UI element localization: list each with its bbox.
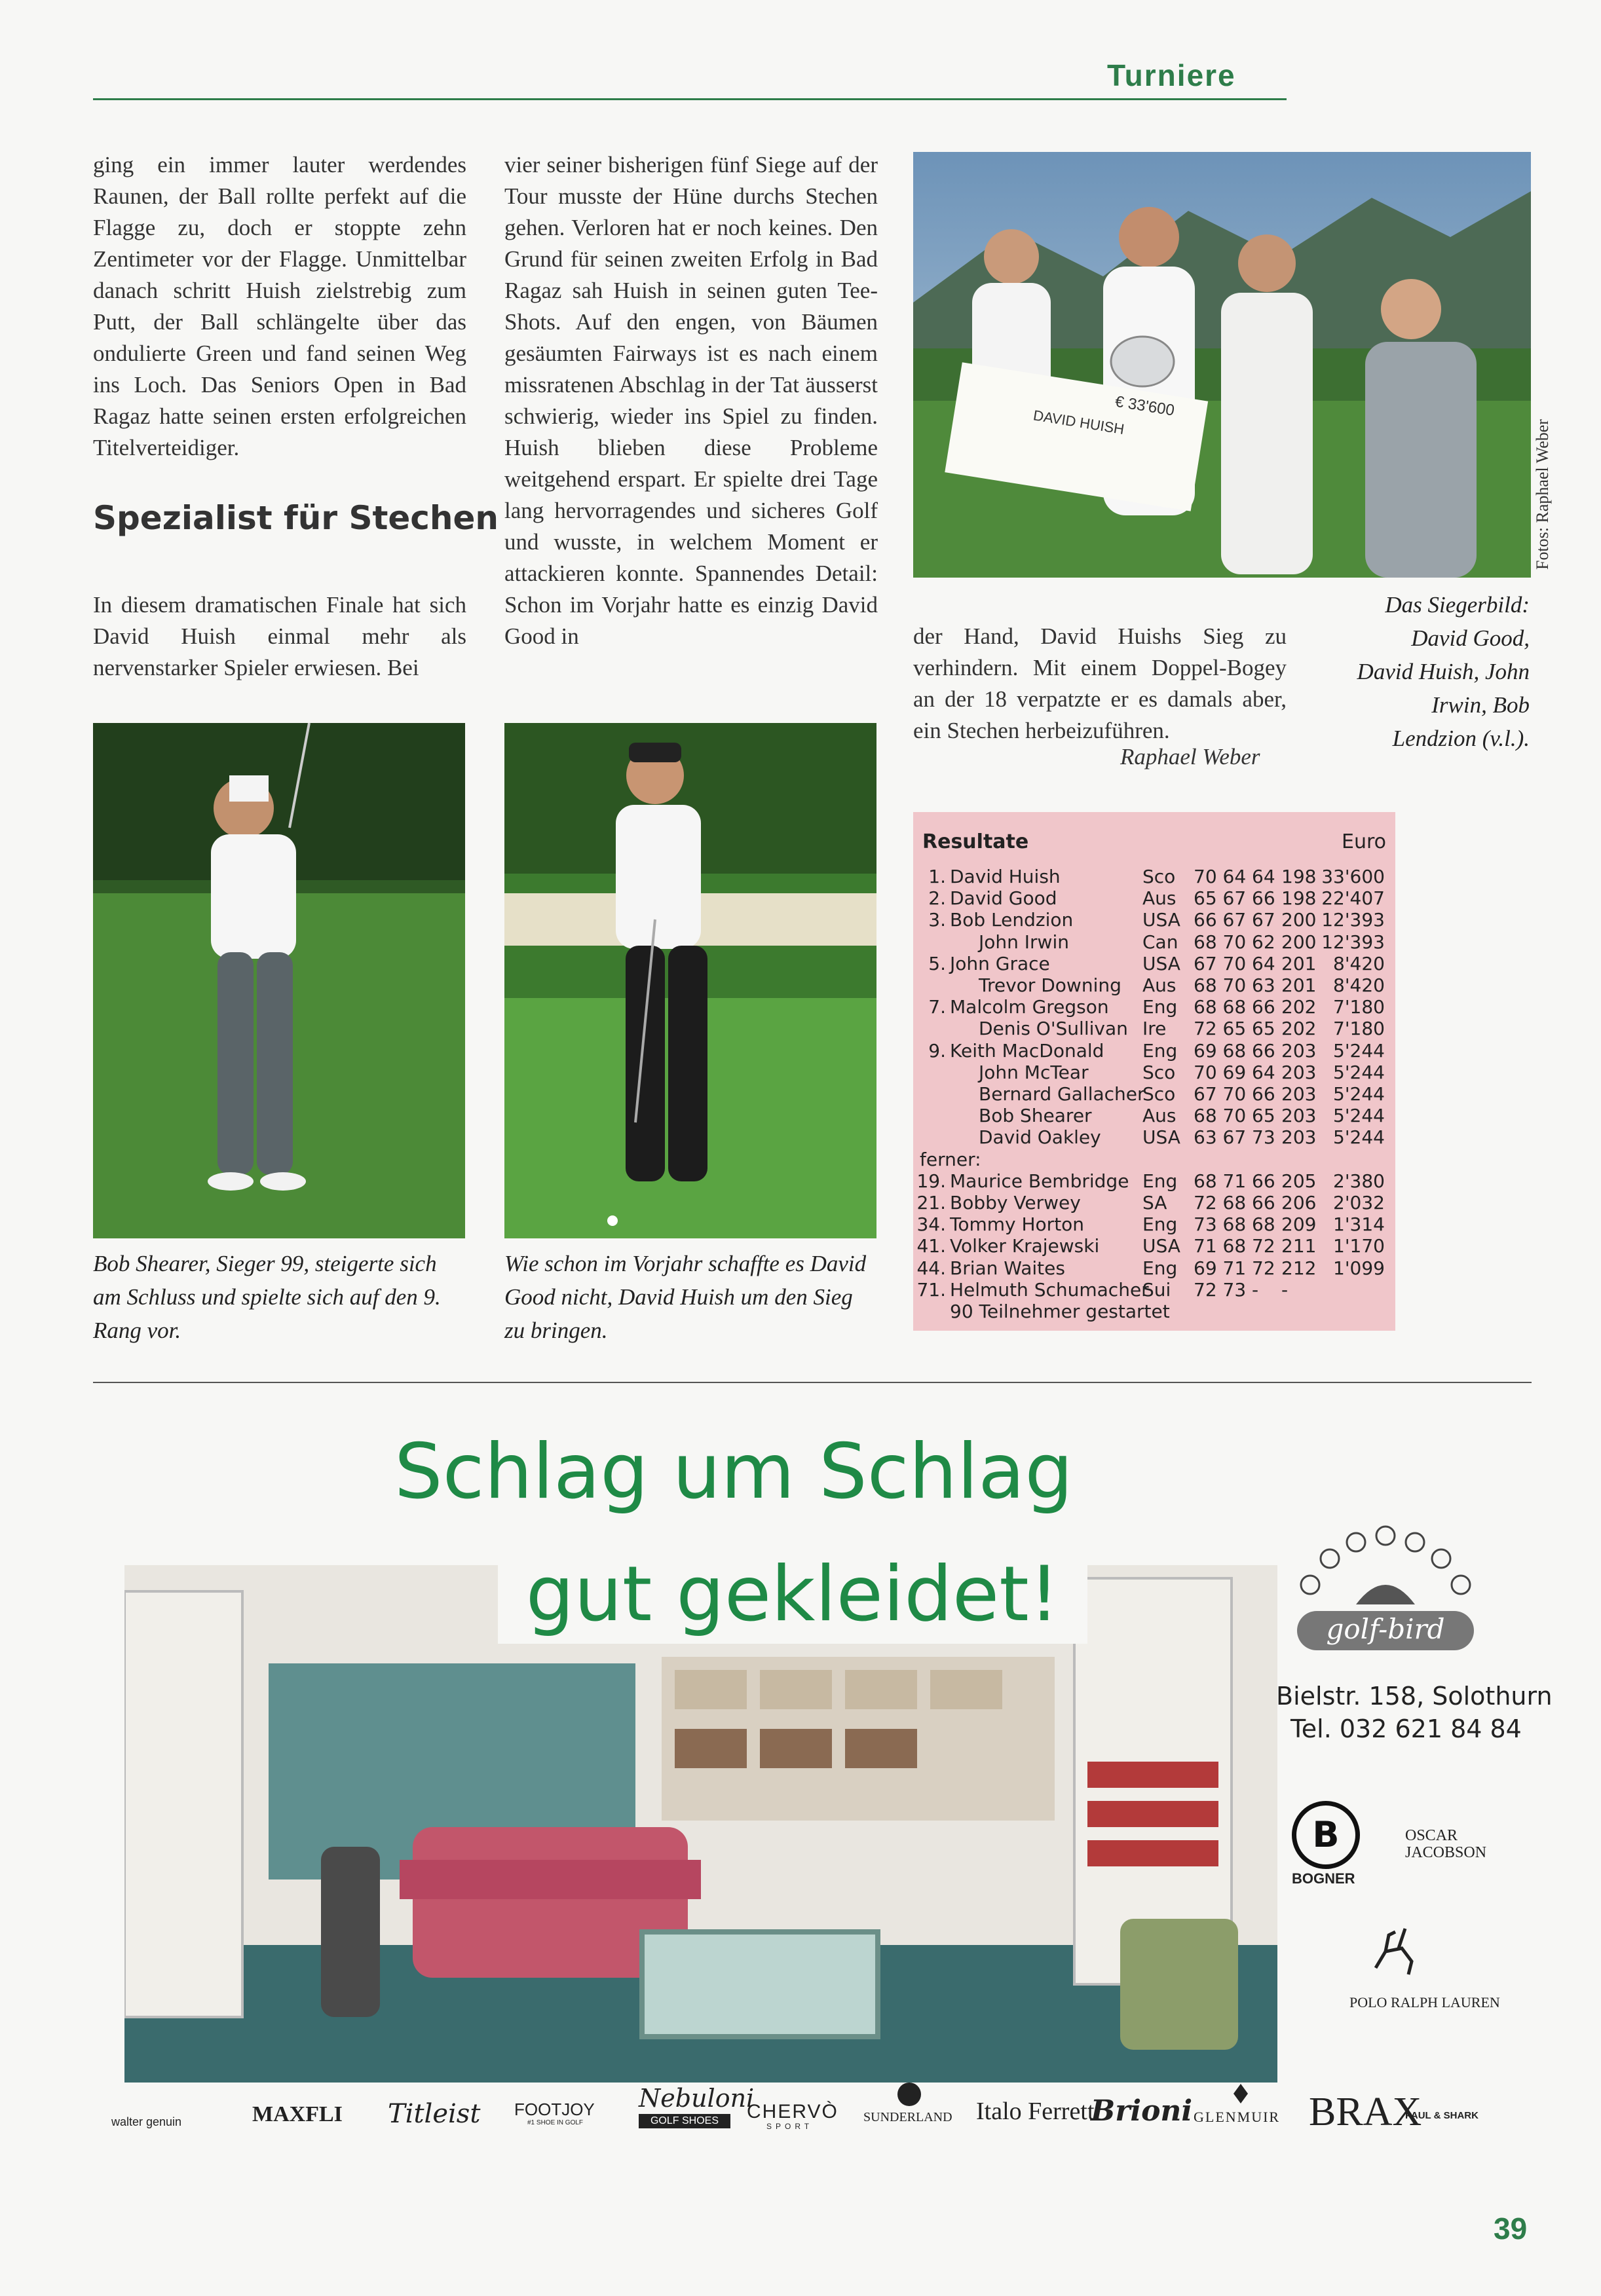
- brand-nebuloni: Nebuloni: [639, 2084, 755, 2113]
- results-cell-nat: Sui: [1142, 1278, 1171, 1301]
- results-cell-scores: 73 68 68: [1194, 1213, 1275, 1236]
- polo-player-icon: [1363, 1922, 1422, 1981]
- results-cell-nat: Ire: [1142, 1018, 1167, 1040]
- results-cell-rank: 71.: [916, 1278, 946, 1301]
- brand-chervo: CHERVÒ: [747, 2101, 838, 2122]
- brand-polo: POLO RALPH LAUREN: [1349, 1994, 1500, 2010]
- results-cell-prize: 8'420: [1333, 974, 1385, 996]
- results-cell-total: -: [1281, 1278, 1289, 1301]
- brand-paulshark: PAUL & SHARK: [1405, 2110, 1479, 2121]
- brand-brax: BRAX: [1309, 2090, 1422, 2134]
- results-cell-prize: 7'180: [1333, 1018, 1385, 1040]
- results-cell-scores: 69 68 66: [1194, 1039, 1275, 1062]
- results-row: [913, 1083, 1395, 1105]
- results-cell-name: ferner:: [920, 1148, 981, 1170]
- results-cell-scores: 63 67 73: [1194, 1126, 1275, 1149]
- results-row: [913, 1279, 1395, 1301]
- results-cell-nat: Eng: [1142, 1257, 1178, 1279]
- article-col2: vier seiner bisherigen fünf Siege auf der Tour musste der Hüne durchs Stechen gehen. Verloren hat er noch keines. Den Grund für seinen zweiten Erfolg in Bad Ragaz sah Huish in seinen guten Tee-Shots. Auf den engen, von Bäumen gesäumten Fairways ist es nach einem missratenen Abschlag in der Tat äusserst schwierig, wieder ins Spiel zu finden. Huish blieben diese Probleme weitgehend erspart. Er spielte drei Tage lang hervorragendes und sicheres Golf und wusste, in welchem Moment er attackieren konnte. Spannendes Detail: Schon im Vorjahr hatte es einzig David Good in: [504, 152, 878, 649]
- results-cell-name: Maurice Bembridge: [950, 1170, 1129, 1192]
- shop-address: Bielstr. 158, Solothurn: [1276, 1682, 1553, 1711]
- page-number: 39: [1494, 2212, 1528, 2246]
- results-cell-total: 209: [1281, 1213, 1317, 1236]
- results-cell-scores: 70 64 64: [1194, 866, 1275, 887]
- results-row: [913, 953, 1395, 974]
- brand-glenmuir: GLENMUIR: [1194, 2109, 1281, 2125]
- results-row: [913, 996, 1395, 1018]
- results-cell-prize: 12'393: [1321, 909, 1385, 931]
- shearer-illustration: [93, 723, 465, 1238]
- results-cell-nat: USA: [1142, 952, 1180, 974]
- results-cell-prize: 2'380: [1333, 1170, 1385, 1192]
- results-cell-total: 201: [1281, 974, 1317, 996]
- results-cell-name: Bob Shearer: [979, 1105, 1092, 1127]
- results-cell-prize: 5'244: [1333, 1061, 1385, 1083]
- results-cell-nat: Aus: [1142, 1105, 1177, 1127]
- results-row: [913, 974, 1395, 996]
- peacock-icon: [1277, 1519, 1494, 1663]
- results-cell-scores: 68 71 66: [1194, 1170, 1275, 1192]
- brand-footjoy-sub: #1 SHOE IN GOLF: [527, 2119, 584, 2126]
- results-cell-scores: 69 71 72: [1194, 1257, 1275, 1279]
- results-row: [913, 1040, 1395, 1062]
- photo-shearer: [93, 723, 465, 1238]
- photo-good: [504, 723, 876, 1238]
- section-title: Turniere: [1107, 58, 1236, 92]
- results-cell-scores: 72 73 -: [1194, 1278, 1259, 1301]
- results-cell-prize: 8'420: [1333, 952, 1385, 974]
- results-row: [913, 1062, 1395, 1083]
- results-cell-prize: 5'244: [1333, 1126, 1385, 1149]
- results-row: [913, 1170, 1395, 1192]
- results-cell-nat: Can: [1142, 931, 1178, 953]
- results-cell-rank: 44.: [916, 1257, 946, 1279]
- article-col3: der Hand, David Huishs Sieg zu verhindern. Mit einem Doppel-Bogey an der 18 verpatzte er es damals aber, ein Stechen herbeizuführen.: [913, 623, 1287, 743]
- results-cell-name: John Irwin: [979, 931, 1069, 953]
- results-row: [913, 1213, 1395, 1235]
- results-cell-rank: 21.: [916, 1192, 946, 1213]
- results-cell-rank: 41.: [916, 1235, 946, 1257]
- golf-bird-logo: [1277, 1519, 1494, 1663]
- results-cell-name: John Grace: [950, 952, 1050, 974]
- results-row: [913, 1018, 1395, 1039]
- brand-maxfli: MAXFLI: [252, 2102, 343, 2126]
- results-cell-nat: USA: [1142, 1235, 1180, 1257]
- results-cell-scores: 68 68 66: [1194, 996, 1275, 1018]
- ad-headline-1: Schlag um Schlag: [394, 1428, 1073, 1516]
- cheque-amount: € 33'600: [1114, 392, 1176, 420]
- brand-italo: Italo Ferretti: [976, 2098, 1101, 2125]
- results-row: [913, 887, 1395, 909]
- caption-shearer: Bob Shearer, Sieger 99, steigerte sich am Schluss und spielte sich auf den 9. Rang vor.: [93, 1251, 441, 1343]
- results-cell-scores: 68 70 62: [1194, 931, 1275, 953]
- results-cell-total: 203: [1281, 1083, 1317, 1105]
- results-row: [913, 1105, 1395, 1126]
- results-row: [913, 1257, 1395, 1279]
- results-cell-prize: 33'600: [1321, 866, 1385, 887]
- results-cell-total: 201: [1281, 952, 1317, 974]
- results-cell-name: Helmuth Schumacher: [950, 1278, 1149, 1301]
- results-cell-prize: 2'032: [1333, 1192, 1385, 1213]
- results-cell-prize: 22'407: [1321, 887, 1385, 910]
- polo-icon: [1363, 1922, 1422, 1981]
- results-row: [913, 1235, 1395, 1257]
- results-cell-nat: Sco: [1142, 1061, 1176, 1083]
- results-cell-total: 198: [1281, 887, 1317, 910]
- results-cell-scores: 65 67 66: [1194, 887, 1275, 910]
- results-cell-scores: 68 70 63: [1194, 974, 1275, 996]
- results-cell-total: 198: [1281, 866, 1317, 887]
- brand-titleist: Titleist: [388, 2099, 481, 2129]
- results-cell-total: 202: [1281, 996, 1317, 1018]
- results-cell-nat: Aus: [1142, 974, 1177, 996]
- results-cell-total: 203: [1281, 1126, 1317, 1149]
- results-cell-name: Trevor Downing: [979, 974, 1121, 996]
- subheading: Spezialist für Stechen: [93, 499, 499, 537]
- results-cell-name: David Oakley: [979, 1126, 1101, 1149]
- results-cell-total: 211: [1281, 1235, 1317, 1257]
- cheque-name: DAVID HUISH: [1032, 407, 1126, 438]
- results-cell-name: John McTear: [979, 1061, 1089, 1083]
- shop-phone: Tel. 032 621 84 84: [1290, 1714, 1522, 1743]
- results-cell-nat: USA: [1142, 1126, 1180, 1149]
- results-cell-rank: 5.: [928, 952, 946, 974]
- brand-footjoy: FOOTJOY: [514, 2100, 595, 2119]
- results-cell-name: Denis O'Sullivan: [979, 1018, 1128, 1040]
- ad-divider: [93, 1382, 1532, 1383]
- results-cell-rank: 19.: [916, 1170, 946, 1192]
- results-cell-total: 202: [1281, 1018, 1317, 1040]
- good-illustration: [504, 723, 876, 1238]
- brand-walter: walter genuin: [111, 2115, 182, 2128]
- results-title: Resultate: [922, 830, 1029, 853]
- results-row: [913, 866, 1395, 887]
- results-cell-total: 205: [1281, 1170, 1317, 1192]
- results-cell-rank: 9.: [928, 1039, 946, 1062]
- results-cell-total: 203: [1281, 1039, 1317, 1062]
- results-cell-nat: Aus: [1142, 887, 1177, 910]
- results-cell-rank: 7.: [928, 996, 946, 1018]
- results-cell-scores: 66 67 67: [1194, 909, 1275, 931]
- results-cell-name: David Huish: [950, 866, 1061, 887]
- results-cell-name: Malcolm Gregson: [950, 996, 1109, 1018]
- winner-photo: [913, 152, 1531, 578]
- results-cell-prize: 7'180: [1333, 996, 1385, 1018]
- results-cell-nat: Sco: [1142, 866, 1176, 887]
- results-cell-name: Keith MacDonald: [950, 1039, 1104, 1062]
- article-col1b: In diesem dramatischen Finale hat sich David Huish einmal mehr als nervenstarker Spieler erwiesen. Bei: [93, 592, 466, 680]
- sunderland-icon: [897, 2083, 921, 2106]
- results-cell-name: Bobby Verwey: [950, 1192, 1081, 1213]
- results-cell-prize: 1'099: [1333, 1257, 1385, 1279]
- results-cell-name: Bob Lendzion: [950, 909, 1074, 931]
- winner-caption: Das Siegerbild: David Good, David Huish, John Irwin, Bob Lendzion (v.l.).: [1357, 592, 1530, 751]
- results-cell-scores: 72 68 66: [1194, 1192, 1275, 1213]
- brand-bogner: BOGNER: [1292, 1870, 1355, 1887]
- results-cell-prize: 5'244: [1333, 1083, 1385, 1105]
- results-cell-nat: Eng: [1142, 1170, 1178, 1192]
- results-cell-name: Brian Waites: [950, 1257, 1065, 1279]
- brand-chervo-sub: SPORT: [766, 2122, 814, 2131]
- results-cell-name: 90 Teilnehmer gestartet: [950, 1301, 1170, 1322]
- results-cell-prize: 1'170: [1333, 1235, 1385, 1257]
- winner-photo-illustration: [913, 152, 1531, 578]
- results-cell-prize: 5'244: [1333, 1105, 1385, 1127]
- results-cell-total: 206: [1281, 1192, 1317, 1213]
- results-cell-total: 200: [1281, 909, 1317, 931]
- results-cell-scores: 68 70 65: [1194, 1105, 1275, 1127]
- photo-credit: Fotos: Raphael Weber: [1533, 419, 1552, 570]
- bogner-mark-icon: B: [1292, 1801, 1360, 1869]
- results-cell-scores: 67 70 64: [1194, 952, 1275, 974]
- results-row: [913, 1149, 1395, 1170]
- results-cell-name: Volker Krajewski: [950, 1235, 1100, 1257]
- results-cell-nat: Eng: [1142, 1039, 1178, 1062]
- results-cell-scores: 71 68 72: [1194, 1235, 1275, 1257]
- results-cell-total: 200: [1281, 931, 1317, 953]
- brand-nebuloni-sub: GOLF SHOES: [639, 2114, 730, 2128]
- results-cell-prize: 12'393: [1321, 931, 1385, 953]
- results-cell-total: 212: [1281, 1257, 1317, 1279]
- brand-brioni: Brioni: [1091, 2094, 1193, 2128]
- results-cell-rank: 1.: [928, 866, 946, 887]
- glenmuir-icon: [1234, 2084, 1248, 2103]
- results-cell-nat: Eng: [1142, 1213, 1178, 1236]
- brand-sunderland: SUNDERLAND: [863, 2110, 952, 2124]
- results-cell-total: 203: [1281, 1105, 1317, 1127]
- author: Raphael Weber: [1120, 744, 1260, 769]
- article-col1: ging ein immer lauter werdendes Raunen, der Ball rollte perfekt auf die Flagge zu, doch er stoppte zehn Zentimeter vor der Flagge. Unmittelbar danach schritt Huish zielstrebig zum Putt, der Ball schlängelte über das ondulierte Green und fand seinen Weg ins Loch. Das Seniors Open in Bad Ragaz hatte seinen ersten erfolgreichen Titelverteidiger.: [93, 152, 466, 460]
- results-row: [913, 931, 1395, 953]
- header-rule: [93, 98, 1287, 100]
- results-cell-prize: 5'244: [1333, 1039, 1385, 1062]
- results-cell-name: Tommy Horton: [950, 1213, 1085, 1236]
- results-row: [913, 1126, 1395, 1148]
- results-cell-scores: 67 70 66: [1194, 1083, 1275, 1105]
- brand-oscar: OSCAR JACOBSON: [1405, 1827, 1487, 1861]
- results-row: [913, 909, 1395, 931]
- results-cell-name: David Good: [950, 887, 1057, 910]
- results-cell-scores: 70 69 64: [1194, 1061, 1275, 1083]
- results-cell-nat: Sco: [1142, 1083, 1176, 1105]
- results-row: [913, 1192, 1395, 1213]
- results-cell-total: 203: [1281, 1061, 1317, 1083]
- results-cell-prize: 1'314: [1333, 1213, 1385, 1236]
- results-cell-name: Bernard Gallacher: [979, 1083, 1145, 1105]
- results-currency: Euro: [1342, 830, 1386, 853]
- results-cell-rank: 34.: [916, 1213, 946, 1236]
- results-row: [913, 1301, 1395, 1322]
- results-cell-scores: 72 65 65: [1194, 1018, 1275, 1040]
- caption-good: Wie schon im Vorjahr schaffte es David Good nicht, David Huish um den Sieg zu bringen.: [504, 1251, 867, 1343]
- shop-name: golf-bird: [1326, 1613, 1445, 1645]
- results-cell-rank: 2.: [928, 887, 946, 910]
- results-table: [913, 812, 1395, 1331]
- results-cell-nat: SA: [1142, 1192, 1167, 1213]
- results-cell-rank: 3.: [928, 909, 946, 931]
- results-cell-nat: USA: [1142, 909, 1180, 931]
- results-cell-nat: Eng: [1142, 996, 1178, 1018]
- ad-headline-2: gut gekleidet!: [498, 1546, 1087, 1644]
